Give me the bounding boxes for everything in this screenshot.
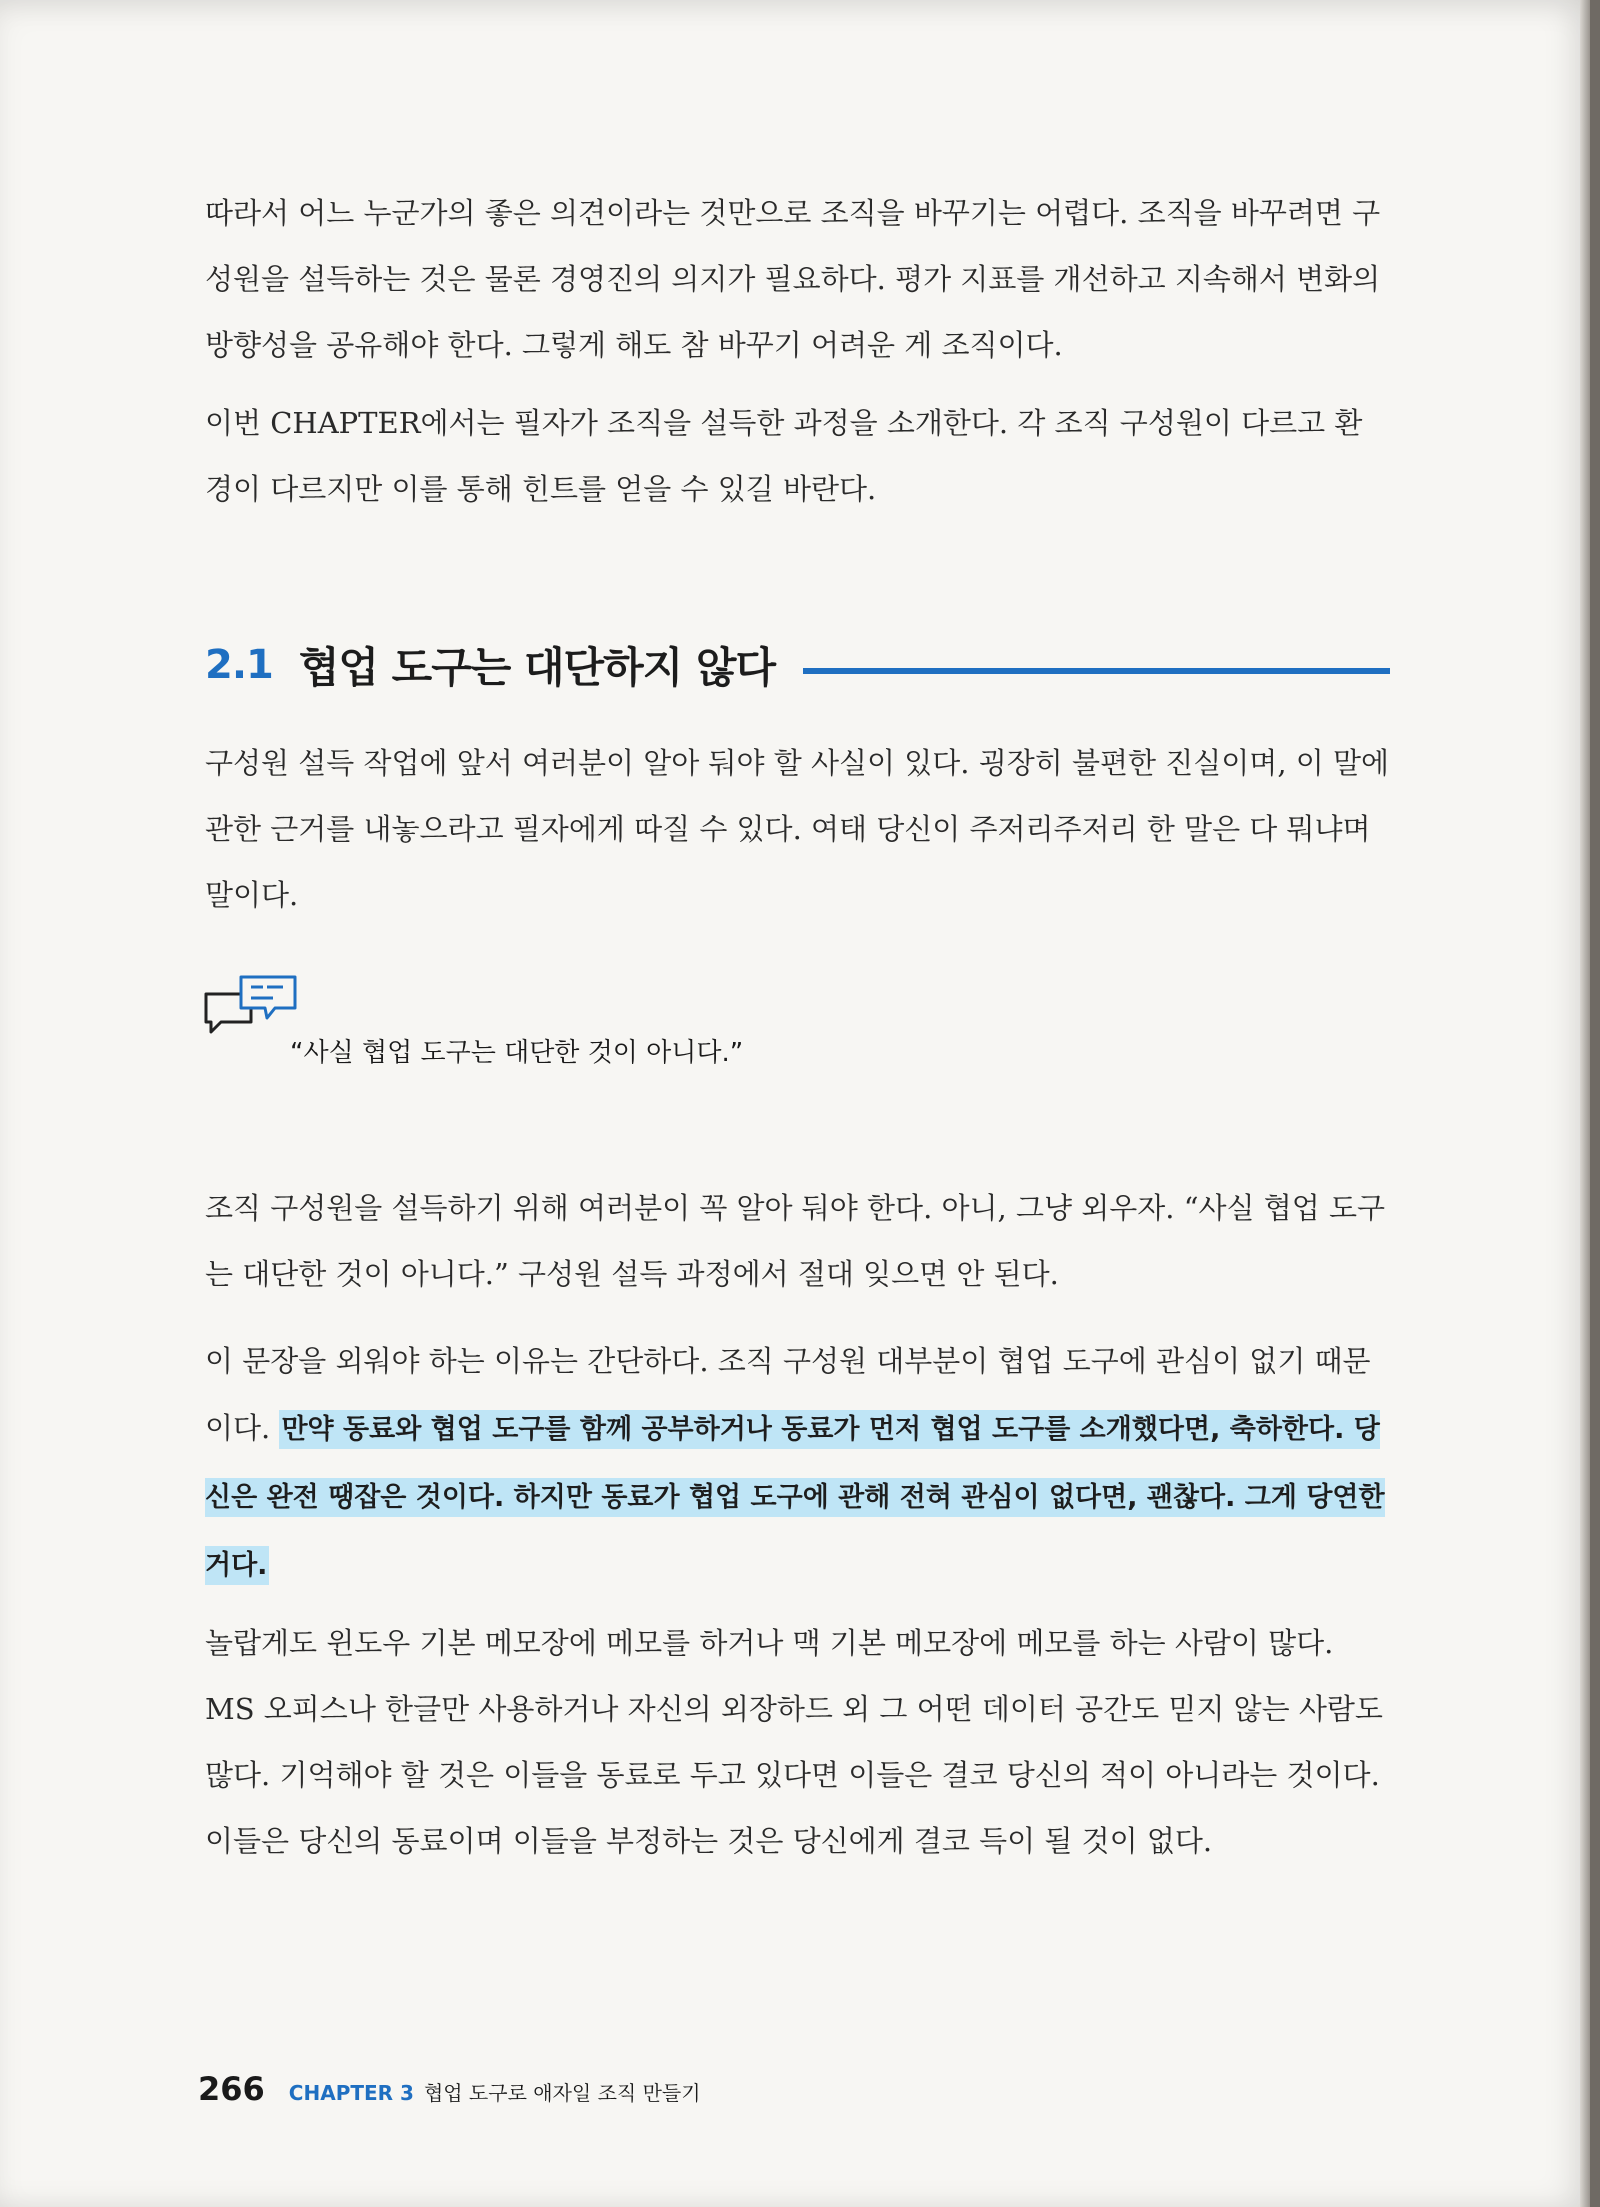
section-title: 협업 도구는 대단하지 않다 bbox=[298, 643, 776, 692]
intro-paragraph-2: 이번 CHAPTER에서는 필자가 조직을 설득한 과정을 소개한다. 각 조직 구성원이 다르고 환경이 다르지만 이를 통해 힌트를 얻을 수 있길 바란다. bbox=[205, 406, 1363, 506]
intro-paragraph-1: 따라서 어느 누군가의 좋은 의견이라는 것만으로 조직을 바꾸기는 어렵다. 조직을 바꾸려면 구성원을 설득하는 것은 물론 경영진의 의지가 필요하다. 평가 지표를 개선하고 지속해서 변화의 방향성을 공유해야 한다. 그렇게 해도 참 바꾸기 어려운 게 조직이다. bbox=[205, 196, 1381, 362]
section-rule bbox=[803, 668, 1390, 674]
chapter-title: 협업 도구로 애자일 조직 만들기 bbox=[423, 2081, 701, 2105]
paragraph-shout: 조직 구성원을 설득하기 위해 여러분이 꼭 알아 둬야 한다. 아니, 그냥 외우자. “사실 협업 도구는 대단한 것이 아니다.” 구성원 설득 과정에서 절대 잊으면 안 된다. bbox=[205, 1191, 1386, 1291]
paragraph-after-heading: 구성원 설득 작업에 앞서 여러분이 알아 둬야 할 사실이 있다. 굉장히 불편한 진실이며, 이 말에 관한 근거를 내놓으라고 필자에게 따질 수 있다. 여태 당신이 주저리주저리 한 말은 다 뭐냐며 말이다. bbox=[205, 746, 1390, 912]
chat-bubbles-icon bbox=[203, 972, 303, 1042]
reason-plain-text: 이 문장을 외워야 하는 이유는 간단하다. 조직 구성원 대부분이 협업 도구에 관심이 없기 때문이다. bbox=[205, 1344, 1371, 1445]
page-number: 266 bbox=[198, 2070, 265, 2108]
highlighted-text: 만약 동료와 협업 도구를 함께 공부하거나 동료가 먼저 협업 도구를 소개했다면, 축하한다. 당신은 완전 땡잡은 것이다. 하지만 동료가 협업 도구에 관해 전혀 관심이 없다면, 괜찮다. 그게 당연한 거다. bbox=[205, 1410, 1385, 1585]
page-edge bbox=[1580, 0, 1590, 2207]
section-number: 2.1 bbox=[205, 642, 273, 688]
page-footer bbox=[198, 2070, 701, 2108]
paragraph-last: 놀랍게도 윈도우 기본 메모장에 메모를 하거나 맥 기본 메모장에 메모를 하는 사람이 많다. MS 오피스나 한글만 사용하거나 자신의 외장하드 외 그 어떤 데이터 공간도 믿지 않는 사람도 많다. 기억해야 할 것은 이들을 동료로 두고 있다면 이들은 결코 당신의 적이 아니라는 것이다. 이들은 당신의 동료이며 이들을 부정하는 것은 당신에게 결코 득이 될 것이 없다. bbox=[205, 1626, 1383, 1858]
chapter-label: CHAPTER 3 bbox=[288, 2081, 414, 2105]
callout-quote: “사실 협업 도구는 대단한 것이 아니다.” bbox=[290, 1038, 744, 1068]
section-heading bbox=[205, 630, 1390, 700]
paragraph-reason bbox=[205, 1328, 1390, 1599]
